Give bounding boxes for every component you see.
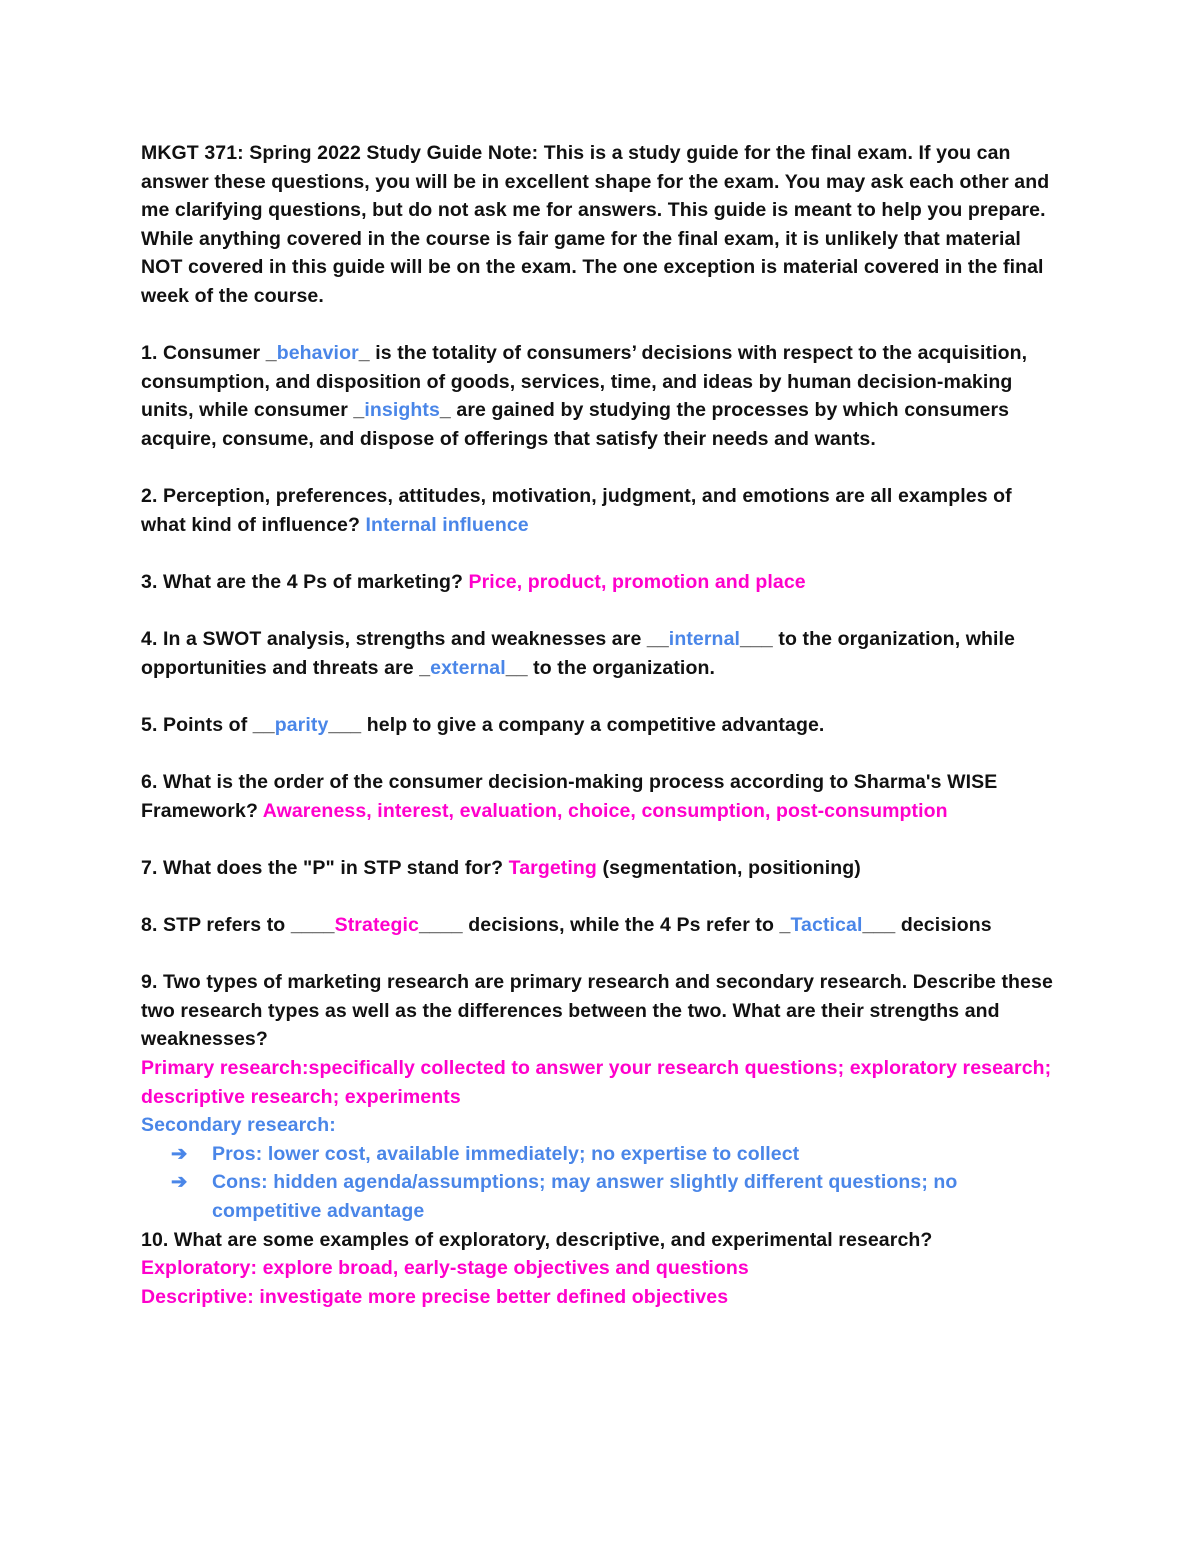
question-7 bbox=[141, 854, 1061, 883]
question-10-answer-exploratory: Exploratory: explore broad, early-stage objectives and questions bbox=[141, 1257, 749, 1280]
question-3-text: 3. What are the 4 Ps of marketing? bbox=[141, 570, 469, 593]
question-8-text-a: 8. STP refers to ____ bbox=[141, 914, 335, 937]
secondary-cons: Cons: hidden agenda/assumptions; may answer slightly different questions; no competitive advantage bbox=[212, 1171, 958, 1222]
question-10-answer-descriptive: Descriptive: investigate more precise better defined objectives bbox=[141, 1285, 729, 1308]
question-8 bbox=[141, 911, 1061, 940]
arrow-right-icon: ➔ bbox=[171, 1142, 188, 1165]
question-7-text-a: 7. What does the "P" in STP stand for? bbox=[141, 856, 509, 879]
arrow-right-icon: ➔ bbox=[171, 1171, 188, 1194]
question-4-answer-external: external bbox=[430, 656, 506, 679]
question-5-text-a: 5. Points of __ bbox=[141, 713, 275, 736]
spacer bbox=[141, 825, 1061, 854]
question-9: 9. Two types of marketing research are primary research and secondary research. Describe these two research types as well as the differences between the two. What are their strengths and weaknesses? bbox=[141, 971, 1053, 1051]
question-8-answer-tactical: Tactical bbox=[790, 914, 863, 937]
question-10: 10. What are some examples of exploratory, descriptive, and experimental research? bbox=[141, 1228, 933, 1251]
list-item bbox=[171, 1168, 1061, 1225]
question-1 bbox=[141, 339, 1061, 453]
question-8-answer-strategic: Strategic bbox=[334, 914, 419, 937]
question-5-answer: parity bbox=[274, 713, 329, 736]
question-1-text-a: 1. Consumer _ bbox=[141, 342, 277, 365]
study-guide-body bbox=[141, 139, 1061, 1311]
question-2-text: 2. Perception, preferences, attitudes, motivation, judgment, and emotions are all examples of what kind of influence? bbox=[141, 485, 1012, 536]
question-1-answer-insights: insights bbox=[364, 399, 440, 422]
question-1-text-b: _ is the totality of consumers’ decisions with respect to the acquisition, consumption, and disposition of goods, services, time, and ideas by human decision-making units, while consumer _ bbox=[141, 342, 1028, 422]
question-6-answer: Awareness, interest, evaluation, choice, consumption, post-consumption bbox=[262, 799, 948, 822]
intro-paragraph: MKGT 371: Spring 2022 Study Guide Note: This is a study guide for the final exam. If you can answer these questions, you will be in excellent shape for the exam. You may ask each other and me clarifying questions, but do not ask me for answers. This guide is meant to help you prepare. While anything covered in the course is fair game for the final exam, it is unlikely that material NOT covered in this guide will be on the exam. The one exception is material covered in the final week of the course. bbox=[141, 142, 1050, 307]
spacer bbox=[141, 539, 1061, 568]
spacer bbox=[141, 882, 1061, 911]
question-3-answer: Price, product, promotion and place bbox=[468, 570, 806, 593]
question-7-text-b: (segmentation, positioning) bbox=[596, 856, 861, 879]
question-3 bbox=[141, 568, 1061, 597]
spacer bbox=[141, 454, 1061, 483]
question-8-text-c: ___ decisions bbox=[862, 914, 992, 937]
question-1-answer-behavior: behavior bbox=[276, 342, 359, 365]
question-4-text-b: ___ to the organization, while opportunities and threats are _ bbox=[141, 628, 1015, 679]
question-5-text-b: ___ help to give a company a competitive advantage. bbox=[328, 713, 825, 736]
question-9-primary-answer: Primary research:specifically collected to answer your research questions; exploratory research; descriptive research; experiments bbox=[141, 1057, 1052, 1108]
question-6 bbox=[141, 768, 1061, 825]
spacer bbox=[141, 597, 1061, 626]
question-4-text-a: 4. In a SWOT analysis, strengths and weaknesses are __ bbox=[141, 628, 669, 651]
secondary-pros: Pros: lower cost, available immediately; no expertise to collect bbox=[212, 1142, 800, 1165]
question-5 bbox=[141, 711, 1061, 740]
question-2 bbox=[141, 482, 1061, 539]
spacer bbox=[141, 682, 1061, 711]
question-6-text: 6. What is the order of the consumer decision-making process according to Sharma's WISE Framework? bbox=[141, 771, 998, 822]
spacer bbox=[141, 311, 1061, 340]
question-7-answer: Targeting bbox=[508, 856, 597, 879]
spacer bbox=[141, 940, 1061, 969]
question-1-text-c: _ are gained by studying the processes by which consumers acquire, consume, and dispose of offerings that satisfy their needs and wants. bbox=[141, 399, 1010, 450]
list-item bbox=[171, 1140, 1061, 1169]
question-9-secondary-label: Secondary research: bbox=[141, 1114, 336, 1137]
spacer bbox=[141, 739, 1061, 768]
question-9-secondary-list bbox=[141, 1140, 1061, 1226]
question-4-text-c: __ to the organization. bbox=[505, 656, 715, 679]
question-2-answer: Internal influence bbox=[365, 513, 529, 536]
question-4-answer-internal: internal bbox=[668, 628, 741, 651]
question-4 bbox=[141, 625, 1061, 682]
question-8-text-b: ____ decisions, while the 4 Ps refer to _ bbox=[418, 914, 791, 937]
